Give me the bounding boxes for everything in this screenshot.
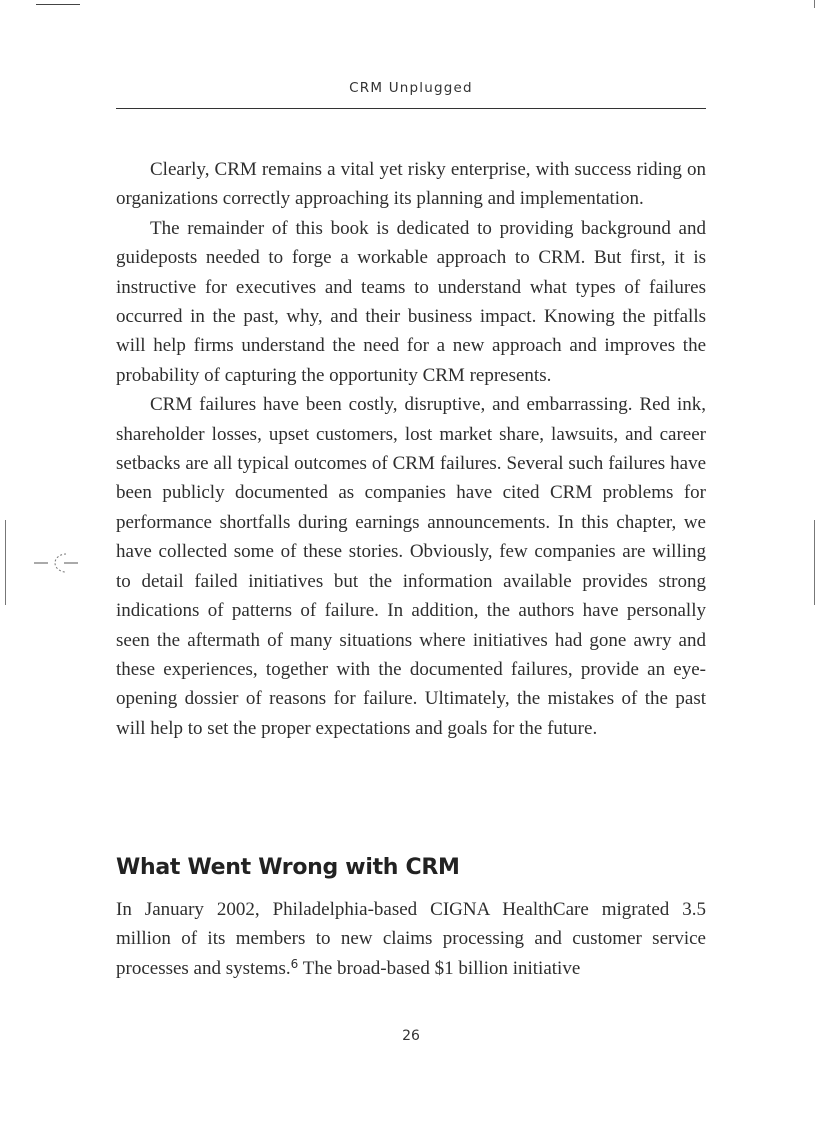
paragraph-text: In January 2002, Philadelphia-based CIGNA HealthCare migrated 3.5 million of its members to new claims processing and customer service processes and systems. [116, 899, 706, 979]
running-header: CRM Unplugged [349, 80, 473, 96]
crop-mark-top [36, 4, 80, 5]
page-edge-right [814, 520, 815, 605]
body-text [116, 155, 706, 743]
paragraph-text-continued: The broad-based $1 billion initiative [298, 957, 581, 979]
footnote-reference[interactable]: 6 [290, 956, 299, 971]
header-rule [116, 108, 706, 109]
paragraph: Clearly, CRM remains a vital yet risky enterprise, with success riding on organizations correctly approaching its planning and implementation. [116, 159, 706, 210]
page-number: 26 [402, 1028, 420, 1044]
section-body [116, 895, 706, 983]
page-edge-left [5, 520, 6, 605]
paragraph [116, 895, 706, 983]
section-heading: What Went Wrong with CRM [116, 855, 460, 880]
paragraph: CRM failures have been costly, disruptive, and embarrassing. Red ink, shareholder losses, upset customers, lost market share, lawsuits, and career setbacks are all typical outcomes of CRM failures. Several such failures have been publicly documented as companies have cited CRM problems for performance shortfalls during earnings announcements. In this chapter, we have collected some of these stories. Obviously, few companies are willing to detail failed initiatives but the information available provides strong indications of patterns of failure. In addition, the authors have personally seen the aftermath of many situations where initiatives had gone awry and these experiences, together with the documented failures, provide an eye-opening dossier of reasons for failure. Ultimately, the mistakes of the past will help to set the proper expectations and goals for the future. [116, 394, 706, 739]
crop-mark-top-right [814, 0, 815, 8]
paragraph: The remainder of this book is dedicated to providing background and guideposts needed to forge a workable approach to CRM. But first, it is instructive for executives and teams to understand what types of failures occurred in the past, why, and their business impact. Knowing the pitfalls will help firms understand the need for a new approach and improves the probability of capturing the opportunity CRM represents. [116, 217, 706, 386]
registration-mark-icon [32, 548, 80, 578]
